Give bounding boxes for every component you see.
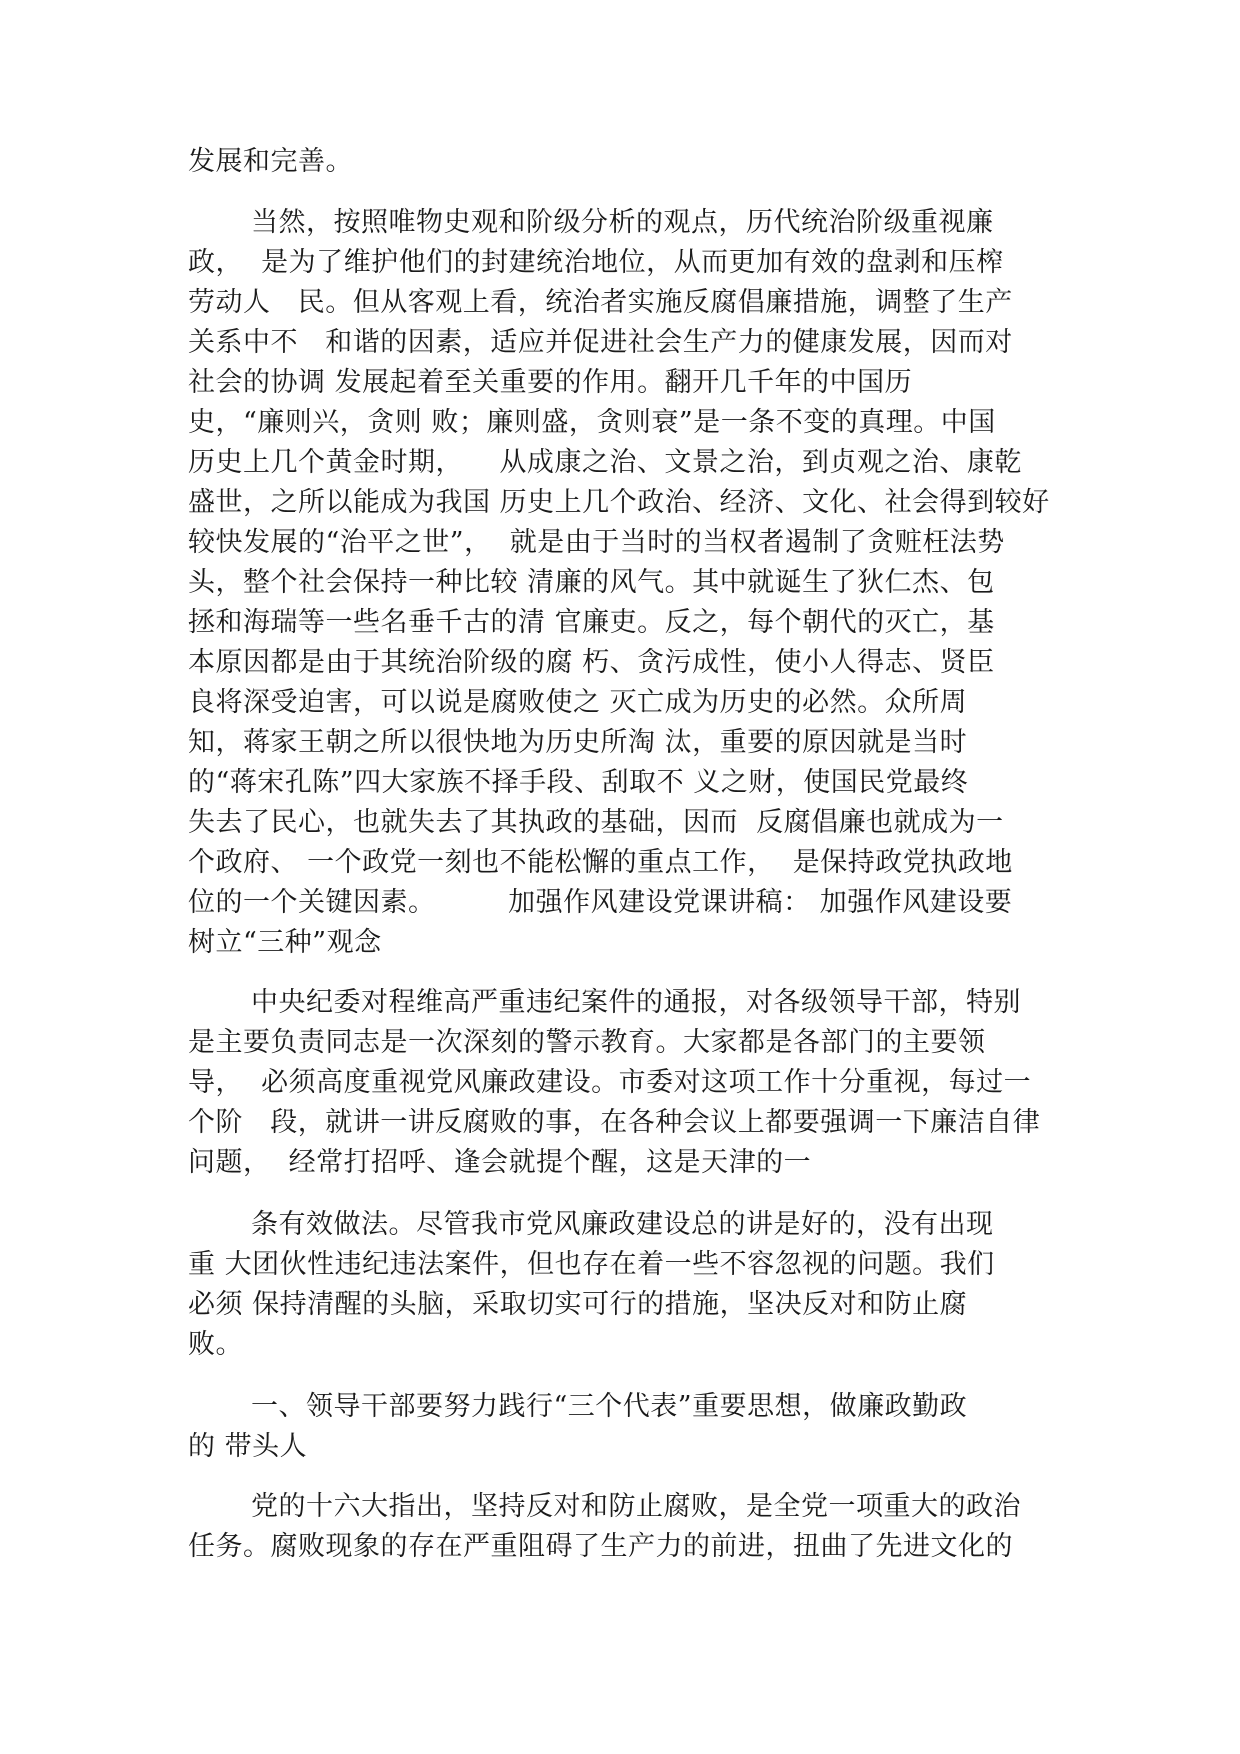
text-line: 败。 [188, 1329, 243, 1360]
text-line: 中央纪委对程维高严重违纪案件的通报，对各级领导干部，特别 [251, 987, 1021, 1018]
text-line: 党的十六大指出，坚持反对和防止腐败，是全党一项重大的政治 [251, 1491, 1021, 1522]
text-line: 一、领导干部要努力践行“三个代表”重要思想，做廉政勤政 [251, 1391, 968, 1422]
text-line: 社会的协调 发展起着至关重要的作用。翻开几千年的中国历 [188, 367, 913, 398]
text-line: 任务。腐败现象的存在严重阻碍了生产力的前进，扭曲了先进文化的 [188, 1531, 1013, 1562]
text-line: 政， 是为了维护他们的封建统治地位，从而更加有效的盘剥和压榨 [188, 247, 1004, 278]
text-line: 条有效做法。尽管我市党风廉政建设总的讲是好的，没有出现 [251, 1209, 994, 1240]
text-line: 史，“廉则兴，贪则 败；廉则盛，贪则衰”是一条不变的真理。中国 [188, 407, 996, 438]
text-line: 当然，按照唯物史观和阶级分析的观点，历代统治阶级重视廉 [251, 207, 994, 238]
text-line: 良将深受迫害，可以说是腐败使之 灭亡成为历史的必然。众所周 [188, 687, 968, 718]
text-line: 重 大团伙性违纪违法案件，但也存在着一些不容忽视的问题。我们 [188, 1249, 995, 1280]
text-line: 失去了民心，也就失去了其执政的基础，因而 反腐倡廉也就成为一 [188, 807, 1004, 838]
text-line: 位的一个关键因素。 加强作风建设党课讲稿： 加强作风建设要 [188, 887, 1013, 918]
text-line: 的 带头人 [188, 1431, 308, 1462]
text-line: 劳动人 民。但从客观上看，统治者实施反腐倡廉措施，调整了生产 [188, 287, 1013, 318]
text-line: 个政府、 一个政党一刻也不能松懈的重点工作， 是保持政党执政地 [188, 847, 1013, 878]
text-line: 历史上几个黄金时期， 从成康之治、文景之治，到贞观之治、康乾 [188, 447, 1022, 478]
text-line: 拯和海瑞等一些名垂千古的清 官廉吏。反之，每个朝代的灭亡，基 [188, 607, 995, 638]
text-line: 盛世，之所以能成为我国 历史上几个政治、经济、文化、社会得到较好 [188, 487, 1050, 518]
text-line: 个阶 段，就讲一讲反腐败的事，在各种会议上都要强调一下廉洁自律 [188, 1107, 1041, 1138]
text-line: 必须 保持清醒的头脑，采取切实可行的措施，坚决反对和防止腐 [188, 1289, 968, 1320]
text-line: 知，蒋家王朝之所以很快地为历史所淘 汰，重要的原因就是当时 [188, 727, 968, 758]
text-line: 树立“三种”观念 [188, 927, 382, 958]
text-line: 的“蒋宋孔陈”四大家族不择手段、刮取不 义之财，使国民党最终 [188, 767, 969, 798]
text-line: 导， 必须高度重视党风廉政建设。市委对这项工作十分重视，每过一 [188, 1067, 1032, 1098]
text-line: 关系中不 和谐的因素，适应并促进社会生产力的健康发展，因而对 [188, 327, 1013, 358]
text-line: 头，整个社会保持一种比较 清廉的风气。其中就诞生了狄仁杰、包 [188, 567, 995, 598]
text-line: 是主要负责同志是一次深刻的警示教育。大家都是各部门的主要领 [188, 1027, 986, 1058]
text-line: 发展和完善。 [188, 146, 353, 177]
text-line: 较快发展的“治平之世”， 就是由于当时的当权者遏制了贪赃枉法势 [188, 527, 1005, 558]
text-line: 问题， 经常打招呼、逢会就提个醒，这是天津的一 [188, 1147, 812, 1178]
text-line: 本原因都是由于其统治阶级的腐 朽、贪污成性，使小人得志、贤臣 [188, 647, 995, 678]
